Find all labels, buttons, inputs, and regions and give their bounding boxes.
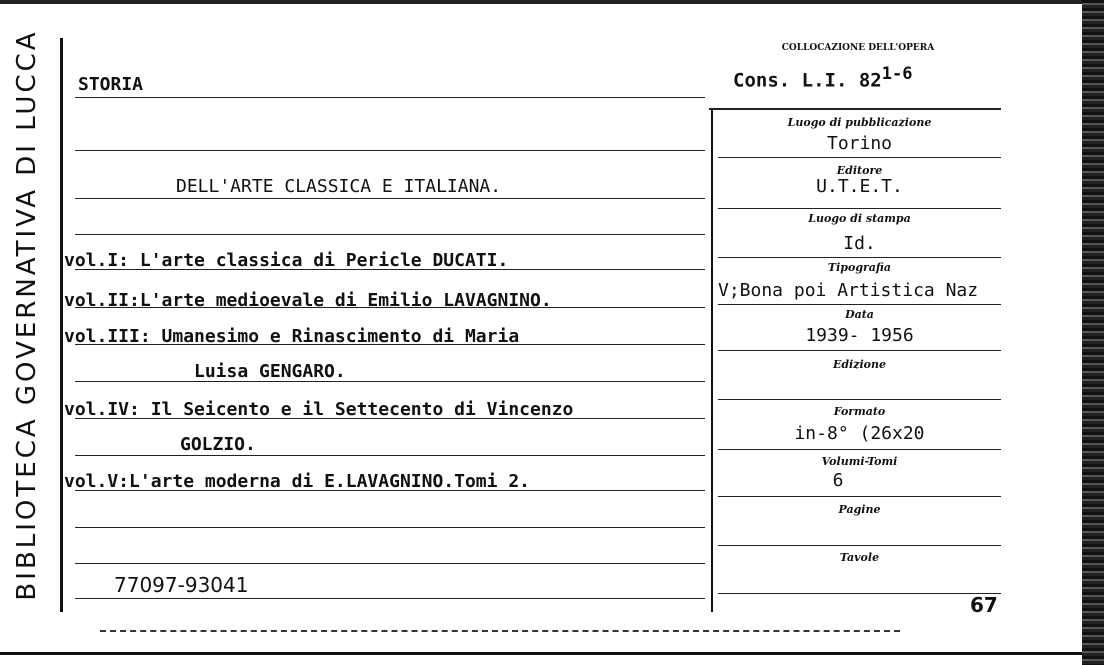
rule <box>75 455 705 456</box>
rule <box>75 381 705 382</box>
rule <box>718 304 1001 305</box>
rule <box>709 108 1001 110</box>
volume-line: vol.III: Umanesimo e Rinascimento di Maria <box>64 326 520 347</box>
field-label: Data <box>845 308 874 321</box>
field-label: Luogo di pubblicazione <box>787 116 932 129</box>
field-label: Tipografia <box>827 261 892 274</box>
section-divider <box>711 110 713 612</box>
field-label: Edizione <box>832 358 886 371</box>
volume-line: vol.I: L'arte classica di Pericle DUCATI. <box>64 250 509 271</box>
inventory-number: 77097-93041 <box>114 573 249 597</box>
rule <box>75 563 705 564</box>
rule <box>75 97 705 98</box>
field-label: Luogo di stampa <box>808 212 911 225</box>
rule <box>75 598 705 599</box>
field-value: V;Bona poi Artistica Naz <box>718 280 979 301</box>
field-label: Formato <box>833 405 886 418</box>
rule <box>718 399 1001 400</box>
rule <box>718 208 1001 209</box>
shelfmark <box>733 64 912 91</box>
volume-line: vol.II:L'arte medioevale di Emilio LAVAGNINO. <box>64 290 552 311</box>
shelfmark-main: Cons. L.I. 82 <box>733 69 882 92</box>
field-value: in-8° (26x20 <box>794 423 925 444</box>
subject-heading: STORIA <box>78 74 144 95</box>
field-label: Pagine <box>838 503 881 516</box>
rule <box>75 150 705 151</box>
rule <box>718 157 1001 158</box>
field-value: Torino <box>826 133 893 154</box>
rule <box>718 593 1001 594</box>
corner-mark: 67 <box>970 593 998 617</box>
field-value: U.T.E.T. <box>816 176 903 197</box>
rule <box>718 350 1001 351</box>
volume-line: GOLZIO. <box>180 434 256 455</box>
field-label: Volumi-Tomi <box>821 455 898 468</box>
library-name: BIBLIOTECA GOVERNATIVA DI LUCCA <box>12 29 42 601</box>
field-value: 1939- 1956 <box>805 325 914 346</box>
rule <box>75 198 705 199</box>
volume-line: Luisa GENGARO. <box>194 361 346 382</box>
volume-line: vol.IV: Il Seicento e il Settecento di Vincenzo <box>64 399 574 420</box>
left-margin-rule <box>60 38 63 612</box>
card-bottom-edge <box>0 652 1082 655</box>
library-stamp <box>0 0 52 640</box>
field-label: Editore <box>836 164 883 177</box>
rule <box>718 496 1001 497</box>
rule <box>718 449 1001 450</box>
card-top-edge <box>0 0 1104 4</box>
rule <box>718 257 1001 258</box>
bottom-dashed-edge <box>100 630 900 632</box>
field-label: Tavole <box>839 551 880 564</box>
field-value: 6 <box>832 470 844 491</box>
rule <box>75 234 705 235</box>
rule <box>75 527 705 528</box>
work-title: DELL'ARTE CLASSICA E ITALIANA. <box>176 176 502 197</box>
rule <box>718 545 1001 546</box>
collocazione-label: COLLOCAZIONE DELL'OPERA <box>781 43 935 53</box>
volume-line: vol.V:L'arte moderna di E.LAVAGNINO.Tomi 2. <box>64 471 530 492</box>
shelfmark-volumes: 1-6 <box>881 64 913 84</box>
field-value: Id. <box>843 233 876 254</box>
card-right-edge <box>1082 0 1104 665</box>
